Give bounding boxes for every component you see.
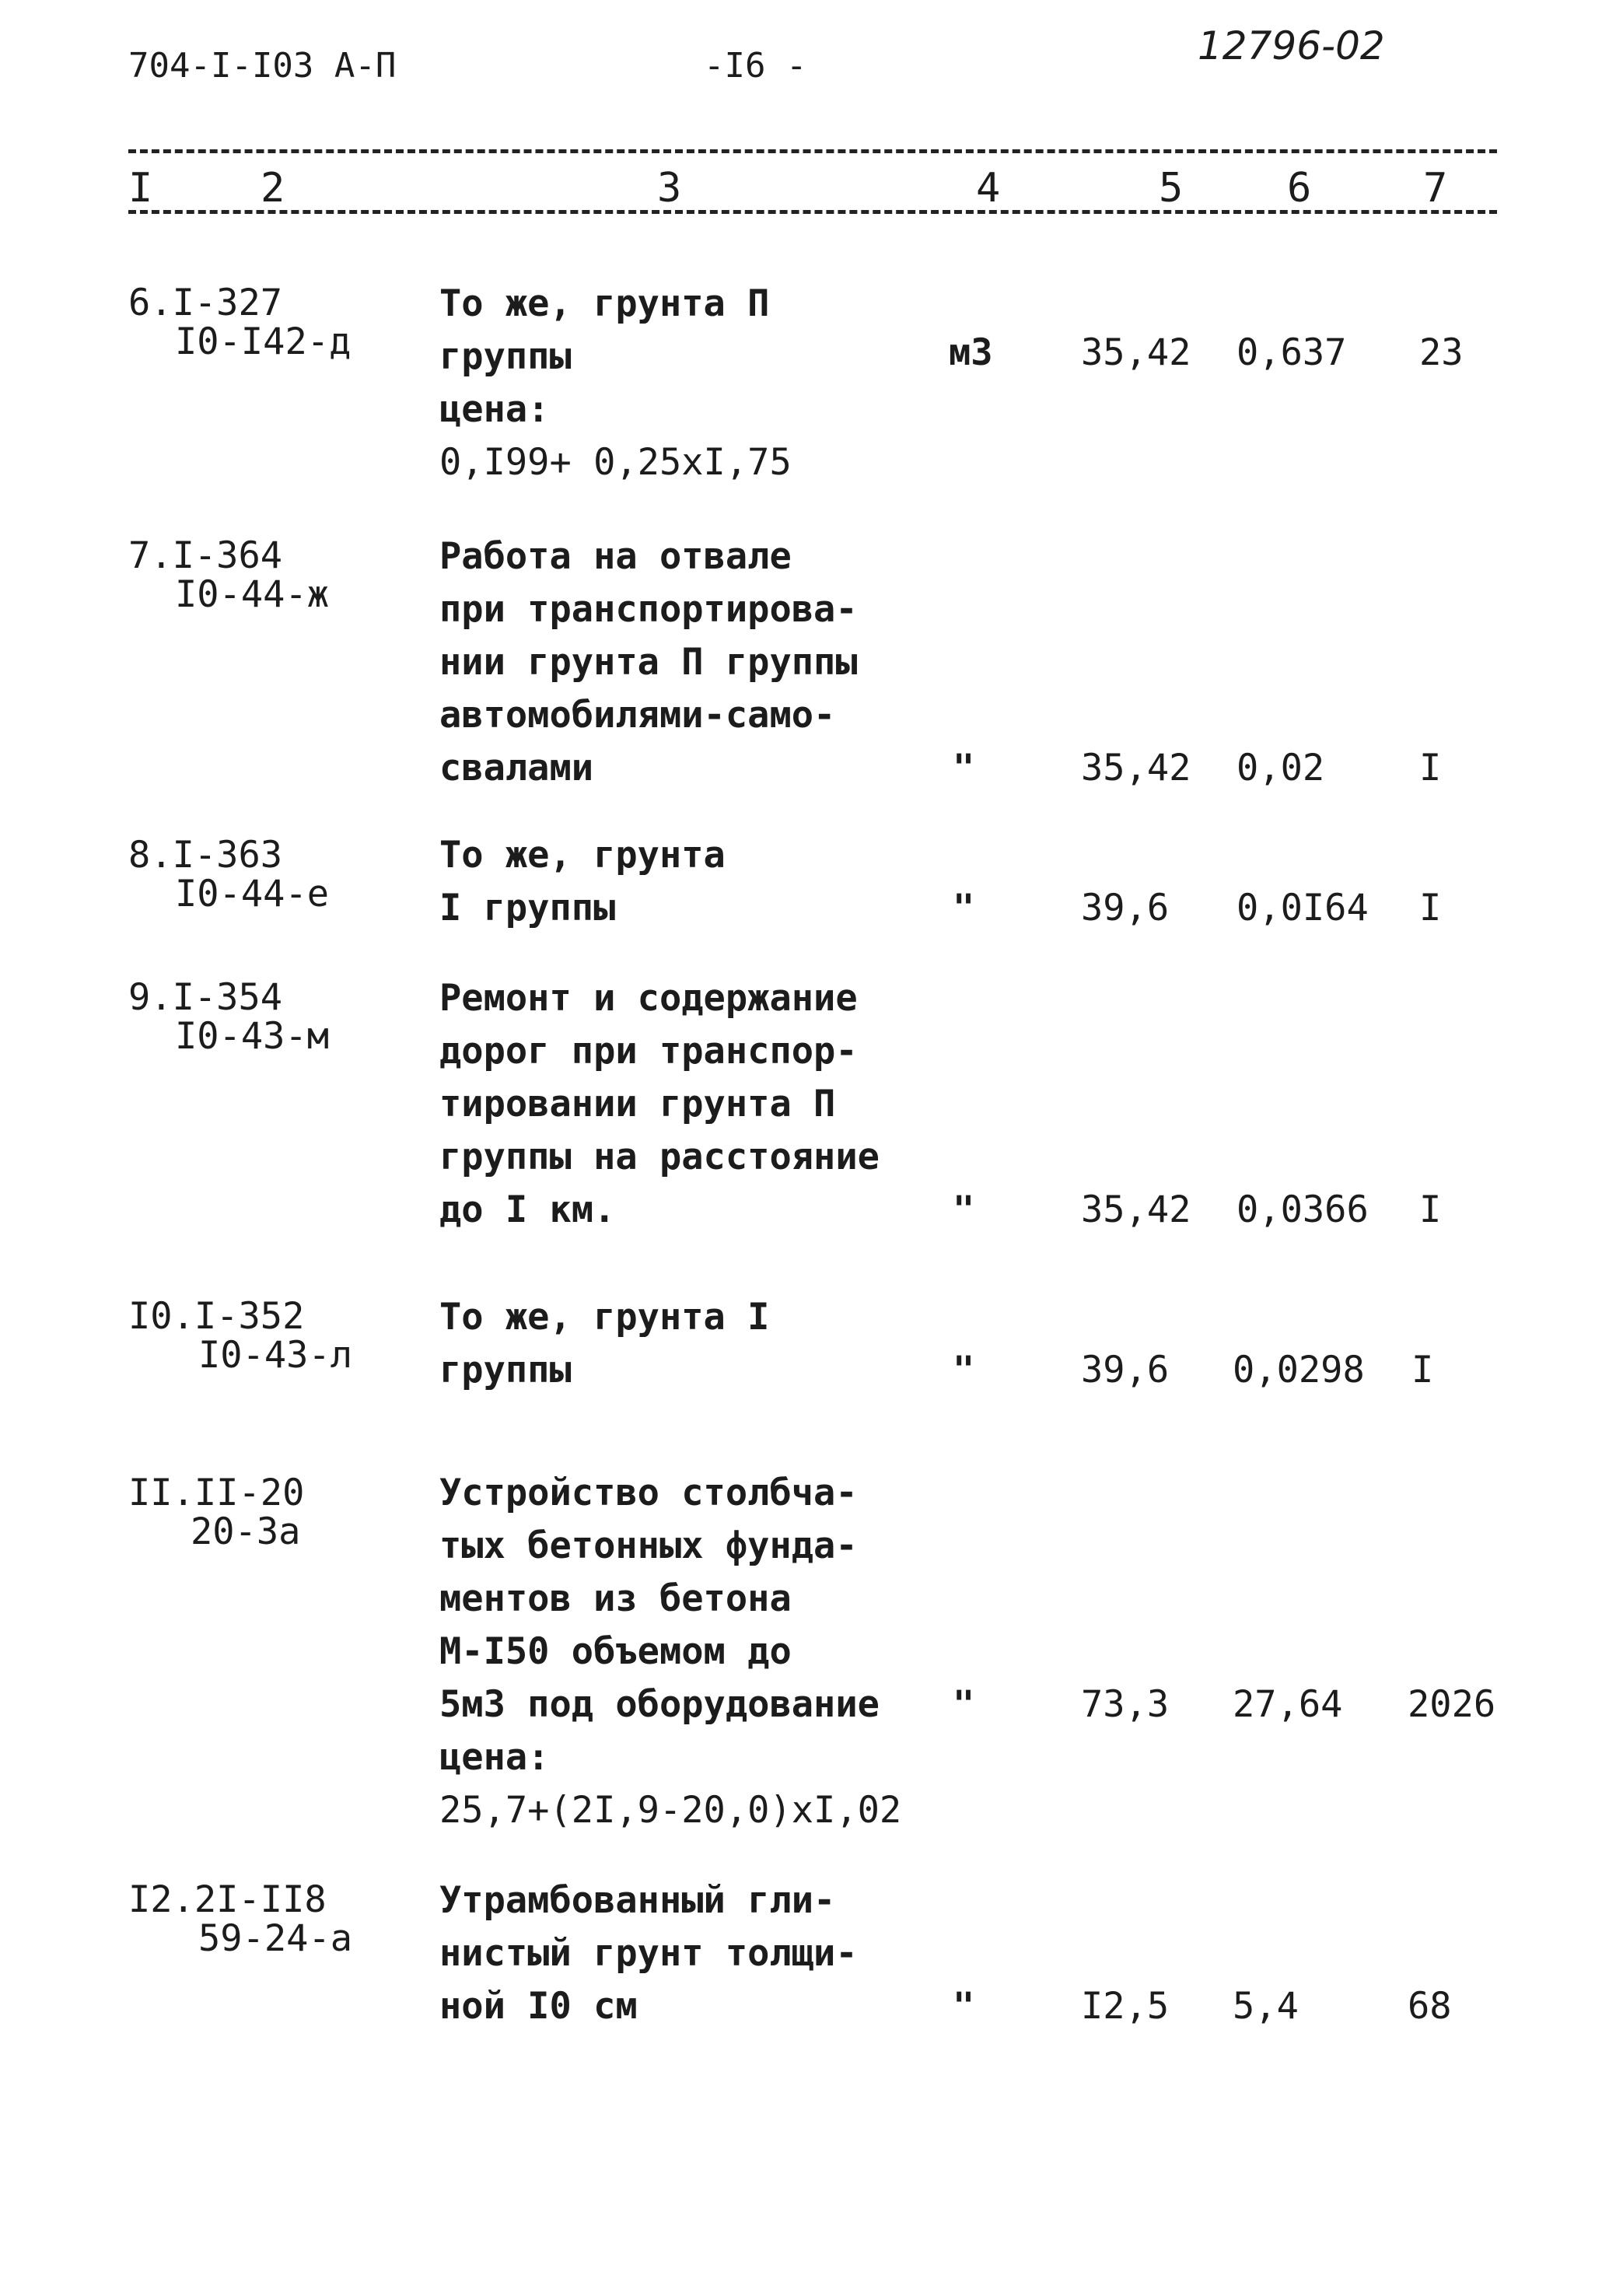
unit-price-cell: 0,02 bbox=[1236, 747, 1325, 789]
unit-price-cell: 0,0I64 bbox=[1236, 887, 1369, 929]
description-line: Утрамбованный гли- bbox=[439, 1879, 836, 1922]
description-line: цена: bbox=[439, 1736, 550, 1779]
column-number-6: 6 bbox=[1287, 165, 1312, 212]
total-cell: 2026 bbox=[1408, 1683, 1496, 1726]
norm-code: I0-43-л bbox=[198, 1334, 353, 1377]
description-line: тых бетонных фунда- bbox=[439, 1524, 858, 1567]
unit-cell: " bbox=[953, 1683, 975, 1726]
unit-price-cell: 5,4 bbox=[1233, 1985, 1299, 2028]
norm-code: I0-44-е bbox=[175, 873, 330, 915]
description-line: Ремонт и содержание bbox=[439, 977, 858, 1020]
norm-code: I0-43-м bbox=[175, 1015, 330, 1058]
item-number: I0.I-352 bbox=[128, 1295, 305, 1338]
description-line: дорог при транспор- bbox=[439, 1030, 858, 1073]
description-line: То же, грунта bbox=[439, 834, 726, 877]
description-line: нистый грунт толщи- bbox=[439, 1932, 858, 1975]
description-line: 5м3 под оборудование bbox=[439, 1683, 880, 1726]
quantity-cell: 39,6 bbox=[1081, 887, 1170, 929]
item-number: 8.I-363 bbox=[128, 834, 283, 877]
item-number: II.II-20 bbox=[128, 1472, 305, 1514]
column-number-7: 7 bbox=[1423, 165, 1448, 212]
description-line: 25,7+(2I,9-20,0)xI,02 bbox=[439, 1789, 902, 1832]
document-code: 704-I-I03 А-П bbox=[128, 46, 397, 86]
item-number: I2.2I-II8 bbox=[128, 1878, 327, 1921]
description-line: группы bbox=[439, 335, 572, 378]
description-line: М-I50 объемом до bbox=[439, 1630, 792, 1673]
handwritten-number: 12796-02 bbox=[1198, 23, 1385, 68]
description-line: нии грунта П группы bbox=[439, 641, 858, 684]
item-number: 7.I-364 bbox=[128, 534, 283, 577]
column-number-4: 4 bbox=[976, 165, 1001, 212]
description-line: Устройство столбча- bbox=[439, 1472, 858, 1514]
item-number: 6.I-327 bbox=[128, 282, 283, 324]
quantity-cell: I2,5 bbox=[1081, 1985, 1170, 2028]
quantity-cell: 35,42 bbox=[1081, 1188, 1191, 1231]
norm-code: I0-44-ж bbox=[175, 573, 330, 616]
quantity-cell: 35,42 bbox=[1081, 331, 1191, 374]
unit-price-cell: 0,0298 bbox=[1233, 1349, 1365, 1391]
description-line: группы на расстояние bbox=[439, 1136, 880, 1178]
unit-cell: " bbox=[953, 1188, 975, 1231]
total-cell: 23 bbox=[1419, 331, 1464, 374]
description-line: То же, грунта П bbox=[439, 282, 770, 325]
description-line: до I км. bbox=[439, 1188, 616, 1231]
description-line: тировании грунта П bbox=[439, 1083, 836, 1125]
description-line: I группы bbox=[439, 887, 616, 929]
total-cell: I bbox=[1411, 1349, 1434, 1391]
page-number: -I6 - bbox=[704, 46, 807, 86]
description-line: То же, грунта I bbox=[439, 1296, 770, 1339]
norm-code: I0-I42-д bbox=[175, 320, 352, 363]
quantity-cell: 73,3 bbox=[1081, 1683, 1170, 1726]
unit-price-cell: 0,637 bbox=[1236, 331, 1347, 374]
total-cell: 68 bbox=[1408, 1985, 1452, 2028]
header-dashed-line-top bbox=[128, 149, 1497, 153]
description-line: цена: bbox=[439, 388, 550, 431]
description-line: свалами bbox=[439, 747, 594, 789]
column-number-3: 3 bbox=[657, 165, 682, 212]
norm-code: 20-3а bbox=[191, 1510, 301, 1553]
column-number-1: I bbox=[128, 165, 153, 212]
unit-cell: " bbox=[953, 1985, 975, 2028]
unit-cell: " bbox=[953, 747, 975, 789]
total-cell: I bbox=[1419, 747, 1442, 789]
description-line: ментов из бетона bbox=[439, 1577, 792, 1620]
description-line: ной I0 см bbox=[439, 1985, 638, 2028]
unit-cell: " bbox=[953, 1349, 975, 1391]
column-number-5: 5 bbox=[1159, 165, 1184, 212]
description-line: группы bbox=[439, 1349, 572, 1391]
unit-cell: " bbox=[953, 887, 975, 929]
column-number-2: 2 bbox=[261, 165, 285, 212]
item-number: 9.I-354 bbox=[128, 976, 283, 1019]
description-line: автомобилями-само- bbox=[439, 694, 836, 737]
quantity-cell: 39,6 bbox=[1081, 1349, 1170, 1391]
description-line: 0,I99+ 0,25xI,75 bbox=[439, 441, 792, 484]
unit-cell: м3 bbox=[949, 331, 993, 374]
total-cell: I bbox=[1419, 887, 1442, 929]
description-line: Работа на отвале bbox=[439, 535, 792, 578]
quantity-cell: 35,42 bbox=[1081, 747, 1191, 789]
norm-code: 59-24-а bbox=[198, 1917, 353, 1960]
unit-price-cell: 0,0366 bbox=[1236, 1188, 1369, 1231]
description-line: при транспортирова- bbox=[439, 588, 858, 631]
total-cell: I bbox=[1419, 1188, 1442, 1231]
unit-price-cell: 27,64 bbox=[1233, 1683, 1343, 1726]
